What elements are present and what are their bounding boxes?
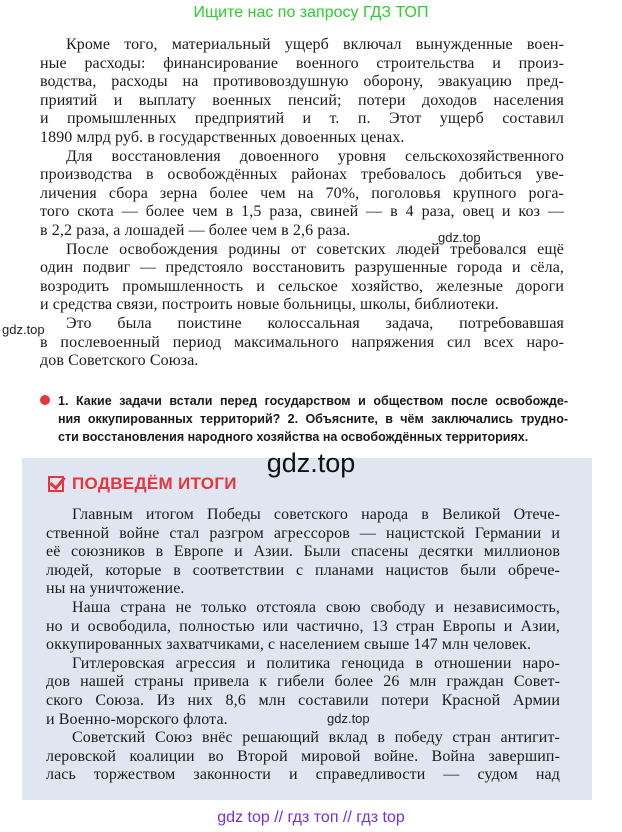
text-line: Наша страна не только отстояла свою свободу и независимость, [72,598,560,616]
summary-paragraph [46,729,560,785]
text-line: в 2,2 раза, а лошадей — более чем в 2,6 раза. [40,221,351,239]
text-line: дов нашей страны привела к гибели более 26 млн граждан Совет- [46,673,560,691]
text-line: Советский Союз внёс решающий вклад в победу стран антигит- [72,729,560,747]
text-line: ны на уничтожение. [46,580,185,598]
watermark: gdz.top [327,711,370,726]
text-line: но и освободила, полностью или частично, 13 стран Европы и Азии, [46,617,560,635]
summary-paragraph [46,506,560,599]
checkmark-icon [48,476,64,492]
text-line: приятий и выплату военных пенсий; потери доходов населения [40,91,564,109]
text-line: её союзников в Европе и Азии. Были спасены десятки миллионов [46,543,560,561]
top-banner[interactable]: Ищите нас по запросу ГДЗ ТОП [193,4,429,21]
text-line: дов Советского Союза. [40,352,199,370]
text-line: и Военно-морского флота. [46,710,228,728]
text-line: и промышленных предприятий и т. п. Этот ущерб составил [40,110,564,128]
text-line: Кроме того, материальный ущерб включал вынужденные воен- [66,36,564,53]
question-line: ния оккупированных территорий? 2. Объясните, в чём заключались трудно- [58,412,568,426]
text-line: лась торжеством законности и справедливости — судом над [46,766,560,784]
text-line: людей, которые в соответствии с планами нацистов были обрече- [46,561,560,579]
question-line: сти восстановления народного хозяйства на освобождённых территориях. [58,430,529,444]
summary-title [48,474,237,494]
text-line: После освобождения родины от советских людей требовался ещё [66,240,564,258]
text-line: Для восстановления довоенного уровня сельскохозяйственного [66,147,564,165]
summary-title-text: ПОДВЕДЁМ ИТОГИ [72,474,237,493]
text-line: Гитлеровская агрессия и политика геноцида в отношении наро- [72,654,560,672]
paragraph-damage [40,36,564,148]
text-line: ского Союза. Из них 8,6 млн составили потери Красной Армии [46,691,560,709]
text-line: в послевоенный период максимального напряжения сил всех наро- [40,333,564,351]
summary-paragraph [46,655,560,729]
question-line: 1. Какие задачи встали перед государством и обществом после освобожде- [58,394,568,408]
review-questions [58,392,568,446]
text-line: ственной войне стал разгром агрессоров — нацистской Германии и [46,524,560,542]
text-line: оккупированных захватчиками, с населением свыше 147 млн человек. [46,636,532,654]
text-line: и средства связи, построить новые больницы, школы, библиотеки. [40,296,499,314]
paragraph-task [40,315,564,371]
watermark-large: gdz.top [266,448,356,478]
text-line: личения сбора зерна более чем на 70%, поголовья крупного рога- [40,184,564,202]
text-line: ные расходы: финансирование военного строительства и произ- [40,54,564,72]
text-line: Главным итогом Победы советского народа в Великой Отече- [72,506,560,523]
text-line: возродить промышленность и сельское хозяйство, железные дороги [40,277,564,295]
paragraph-reconstruction [40,241,564,315]
text-line: один подвиг — предстояло восстановить разрушенные города и сёла, [40,259,564,277]
text-line: леровской коалиции во Второй мировой войне. Война завершип- [46,747,560,765]
watermark: gdz.top [2,322,45,337]
main-text [40,36,564,371]
summary-text [46,506,560,785]
watermark: gdz.top [438,230,481,245]
text-line: Это была поистине колоссальная задача, потребовавшая [66,314,564,332]
text-line: водства, расходы на противовоздушную оборону, эвакуацию пред- [40,73,564,91]
summary-paragraph [46,599,560,655]
text-line: 1890 млрд руб. в государственных довоенных ценах. [40,128,405,146]
text-line: того скота — более чем в 1,5 раза, свиней — в 4 раза, овец и коз — [40,203,564,221]
questions-bullet-icon [40,395,50,405]
paragraph-agriculture [40,148,564,241]
bottom-banner[interactable]: gdz top // гдз топ // гдз top [217,809,405,826]
text-line: производства в освобождённых районах требовалось добиться уве- [40,166,564,184]
